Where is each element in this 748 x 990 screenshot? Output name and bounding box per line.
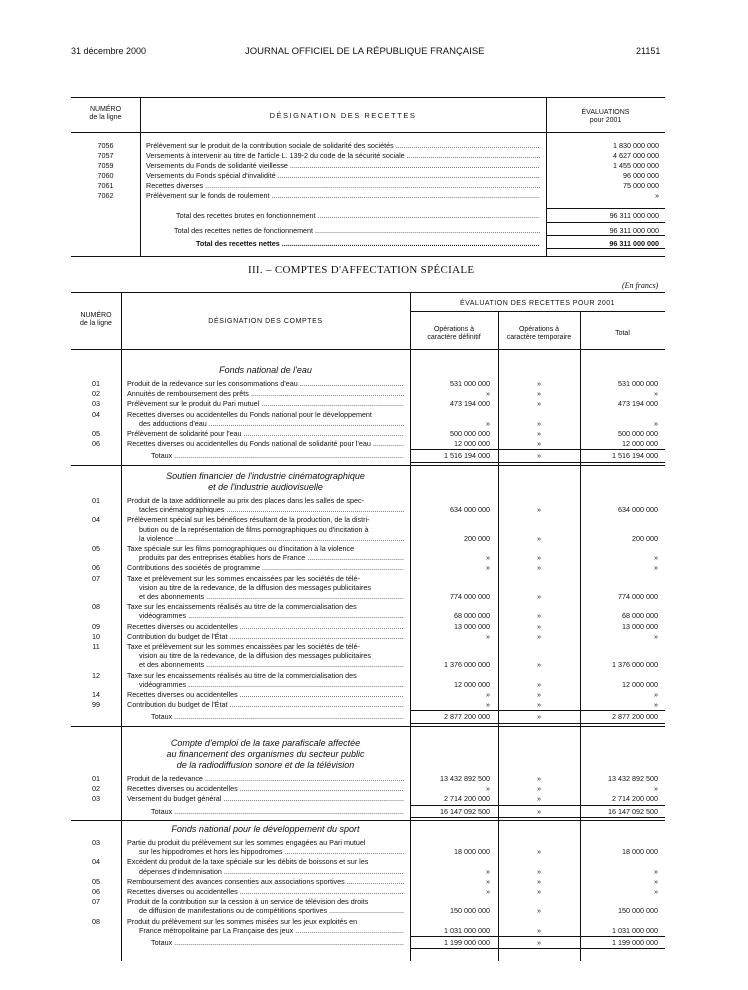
- row-label: [139, 847, 404, 856]
- value-temporaire: »: [537, 439, 541, 449]
- row-value: 75 000 000: [623, 181, 659, 190]
- row-label-text: la violence .....: [139, 534, 404, 543]
- row-label-text: Recettes diverses ou accidentelles du Fonds national pour le développement: [127, 409, 372, 419]
- totals-total: 1 516 194 000: [612, 451, 658, 461]
- row-label: [127, 887, 404, 896]
- row-number: 14: [92, 690, 100, 699]
- row-label-text: Contributions des sociétés de programme .....: [127, 563, 404, 572]
- col-total-header: Total: [615, 330, 630, 337]
- row-label: [127, 632, 404, 641]
- row-label-text: Contribution du budget de l'État .....: [127, 700, 404, 709]
- value-total: »: [654, 700, 658, 710]
- row-label: [127, 496, 404, 505]
- row-number: 10: [92, 631, 100, 641]
- row-label: [146, 161, 540, 171]
- row-number: 99: [92, 700, 100, 710]
- row-label: [139, 611, 404, 620]
- row-number: 07: [92, 573, 100, 583]
- row-label-text: Prélèvement spécial sur les bénéfices résultant de la production, de la distri-: [127, 515, 370, 525]
- row-number: 7059: [97, 161, 114, 170]
- value-total: »: [654, 887, 658, 896]
- row-number: 11: [92, 642, 100, 651]
- value-temporaire: »: [537, 784, 541, 794]
- totals-total: 2 877 200 000: [612, 712, 658, 722]
- row-label: [139, 906, 404, 915]
- row-label-text: Versement du budget général .....: [127, 794, 404, 803]
- row-label: [127, 439, 404, 448]
- total-label: [174, 226, 540, 236]
- value-definitif: 2 714 200 000: [444, 794, 490, 804]
- row-label-text: Prélèvement sur le produit du Pari mutuel .....: [127, 399, 404, 408]
- row-label-text: et des abonnements .....: [139, 660, 404, 669]
- row-number: 09: [92, 621, 100, 631]
- row-number: 7056: [97, 141, 114, 150]
- value-definitif: 13 000 000: [454, 621, 490, 631]
- row-number: 7057: [97, 151, 114, 160]
- row-label-text: vidéogrammes .....: [139, 680, 404, 689]
- section-heading: Fonds national pour le développement du sport: [171, 824, 360, 834]
- totals-definitif: 1 199 000 000: [444, 938, 490, 947]
- total-label: [176, 211, 540, 221]
- value-temporaire: »: [537, 563, 541, 573]
- value-definitif: 68 000 000: [454, 611, 490, 621]
- value-total: 1 031 000 000: [612, 925, 658, 935]
- value-definitif: »: [486, 876, 490, 886]
- total-rule: [546, 222, 665, 223]
- section-heading: Compte d'emploi de la taxe parafiscale affectée au financement des organismes du secteur public de la radiodiffusion sonore et de la télévision: [166, 738, 365, 770]
- row-label: [146, 181, 540, 191]
- totals-label: [151, 807, 404, 816]
- row-label: [139, 583, 404, 592]
- section-divider: [71, 820, 665, 821]
- value-total: 68 000 000: [622, 611, 658, 621]
- total-value: 96 311 000 000: [609, 211, 659, 220]
- row-label: [127, 622, 404, 631]
- row-number: 04: [92, 857, 100, 867]
- row-label: [127, 857, 404, 866]
- value-total: 200 000: [632, 533, 658, 543]
- row-label: [127, 897, 404, 906]
- row-label-text: Recettes diverses ou accidentelles .....: [127, 887, 404, 896]
- value-definitif: 150 000 000: [450, 906, 490, 916]
- value-definitif: 634 000 000: [450, 505, 490, 515]
- totals-definitif: 1 516 194 000: [444, 451, 490, 461]
- value-total: 473 194 000: [618, 399, 658, 409]
- value-temporaire: »: [537, 679, 541, 689]
- row-label: [127, 671, 404, 680]
- row-label-text: Taxe et prélèvement sur les sommes encaissées par les sociétés de télé-: [127, 573, 360, 583]
- value-temporaire: »: [537, 925, 541, 935]
- totals-rule: [410, 948, 665, 949]
- total-rule: [546, 235, 665, 236]
- row-label: [139, 651, 404, 660]
- value-definitif: »: [486, 690, 490, 699]
- total-label-text: Total des recettes brutes en fonctionnement .....: [176, 211, 540, 220]
- totals-temporaire: »: [537, 938, 541, 947]
- row-label-text: Produit de la redevance .....: [127, 774, 404, 783]
- row-label: [127, 389, 404, 398]
- total-rule: [546, 208, 665, 209]
- totals-label: [151, 451, 404, 460]
- value-total: »: [654, 553, 658, 563]
- row-label-text: tacles cinématographiques .....: [139, 505, 404, 514]
- row-number: 07: [92, 897, 100, 907]
- row-label-text: Produit de la contribution sur la cession à un service de télévision des droits: [127, 897, 369, 907]
- total-label-text: Total des recettes nettes de fonctionnement .....: [174, 226, 540, 235]
- row-label-text: dépenses d'indemnisation .....: [139, 867, 404, 876]
- totals-rule: [410, 805, 665, 806]
- row-label: [139, 926, 404, 935]
- value-total: 1 376 000 000: [612, 660, 658, 670]
- row-number: 03: [92, 399, 100, 409]
- value-total: »: [654, 418, 658, 428]
- row-label: [127, 399, 404, 408]
- row-label: [139, 867, 404, 876]
- value-temporaire: »: [537, 592, 541, 601]
- row-number: 01: [92, 496, 100, 505]
- row-label-text: Recettes diverses ou accidentelles .....: [127, 690, 404, 699]
- row-label: [127, 877, 404, 886]
- value-definitif: 1 031 000 000: [444, 925, 490, 935]
- row-label: [146, 151, 540, 161]
- header-date: 31 décembre 2000: [71, 46, 147, 56]
- value-temporaire: »: [537, 660, 541, 670]
- value-definitif: 12 000 000: [454, 679, 490, 689]
- row-label-text: des adductions d'eau .....: [139, 419, 404, 428]
- row-label: [127, 917, 404, 926]
- value-total: »: [654, 389, 658, 399]
- value-temporaire: »: [537, 418, 541, 428]
- section-heading: Soutien financier de l'industrie cinématographique et de l'industrie audiovisuelle: [166, 471, 365, 492]
- row-label-text: Recettes diverses ou accidentelles du Fonds national de solidarité pour l'eau .....: [127, 439, 404, 448]
- row-label-text: Prélèvement sur le fonds de roulement .....: [146, 191, 540, 200]
- value-definitif: 473 194 000: [450, 399, 490, 409]
- row-label-text: de diffusion de manifestations ou de compétitions sportives .....: [139, 906, 404, 915]
- row-label-text: Contribution du budget de l'État .....: [127, 632, 404, 641]
- value-total: 12 000 000: [622, 439, 658, 449]
- section-divider: [71, 726, 665, 727]
- value-total: 150 000 000: [618, 906, 658, 916]
- row-number: 06: [92, 887, 100, 896]
- row-label-text: Prélèvement sur le produit de la contribution sociale de solidarité des sociétés .....: [146, 141, 540, 150]
- total-label-text: Total des recettes nettes .....: [196, 239, 540, 248]
- row-label: [139, 419, 404, 428]
- value-total: 18 000 000: [622, 847, 658, 857]
- row-label-text: Recettes diverses .....: [146, 181, 540, 190]
- row-label-text: Versements du Fonds de solidarité vieillesse .....: [146, 161, 540, 170]
- totals-label-text: Totaux .....: [151, 712, 404, 721]
- value-total: »: [654, 876, 658, 886]
- value-total: 2 714 200 000: [612, 794, 658, 804]
- value-total: 531 000 000: [618, 379, 658, 388]
- totals-definitif: 16 147 092 500: [440, 806, 490, 816]
- value-total: »: [654, 866, 658, 876]
- row-label-text: vidéogrammes .....: [139, 611, 404, 620]
- value-temporaire: »: [537, 631, 541, 641]
- row-label-text: Taxe sur les encaissements réalisés au titre de la commercialisation des: [127, 602, 357, 612]
- row-number: 08: [92, 916, 100, 926]
- row-label-text: France métropolitaine par La Française des jeux .....: [139, 926, 404, 935]
- row-label: [127, 838, 404, 847]
- value-definitif: 774 000 000: [450, 592, 490, 601]
- row-label: [127, 700, 404, 709]
- row-number: 02: [92, 389, 100, 399]
- row-number: 12: [92, 670, 100, 680]
- value-temporaire: »: [537, 621, 541, 631]
- row-label: [139, 592, 404, 601]
- col-numero-header-2: NUMÉRO de la ligne: [80, 312, 112, 327]
- value-definitif: 12 000 000: [454, 439, 490, 449]
- row-label: [139, 534, 404, 543]
- row-label-text: Taxe et prélèvement sur les sommes encaissées par les sociétés de télé-: [127, 642, 360, 651]
- row-label: [127, 410, 404, 419]
- row-number: 7062: [97, 191, 114, 200]
- row-label-text: Recettes diverses ou accidentelles .....: [127, 784, 404, 793]
- row-number: 03: [92, 794, 100, 804]
- row-label-text: Partie du produit du prélèvement sur les sommes engagées au Pari mutuel: [127, 838, 366, 847]
- totals-rule: [410, 710, 665, 711]
- totals-definitif: 2 877 200 000: [444, 712, 490, 722]
- total-value: 96 311 000 000: [609, 226, 659, 235]
- row-label: [139, 680, 404, 689]
- col-evaluations-header: ÉVALUATIONS pour 2001: [581, 109, 630, 124]
- totals-label: [151, 712, 404, 721]
- row-label-text: Taxe spéciale sur les films pornographiques ou d'incitation à la violence: [127, 544, 355, 553]
- totals-total: 1 199 000 000: [612, 938, 658, 947]
- col-temporaire-header: Opérations à caractère temporaire: [506, 326, 572, 341]
- totals-temporaire: »: [537, 806, 541, 816]
- row-label: [146, 141, 540, 151]
- row-number: 05: [92, 429, 100, 438]
- totals-rule: [410, 723, 665, 724]
- row-value: 4 627 000 000: [613, 151, 659, 160]
- row-label-text: et des abonnements .....: [139, 592, 404, 601]
- totals-label-text: Totaux .....: [151, 451, 404, 460]
- section-title: III. – COMPTES D'AFFECTATION SPÉCIALE: [248, 264, 475, 276]
- value-temporaire: »: [537, 505, 541, 515]
- row-number: 06: [92, 439, 100, 449]
- value-definitif: 500 000 000: [450, 429, 490, 438]
- value-definitif: »: [486, 563, 490, 573]
- value-temporaire: »: [537, 774, 541, 783]
- totals-label-text: Totaux .....: [151, 807, 404, 816]
- row-number: 01: [92, 774, 100, 783]
- value-definitif: »: [486, 631, 490, 641]
- value-definitif: »: [486, 389, 490, 399]
- value-total: »: [654, 784, 658, 794]
- value-definitif: 18 000 000: [454, 847, 490, 857]
- row-label-text: Excédent du produit de la taxe spéciale sur les débits de boissons et sur les: [127, 857, 369, 867]
- totals-total: 16 147 092 500: [608, 806, 658, 816]
- totals-label: [151, 938, 404, 947]
- row-number: 7060: [97, 171, 114, 180]
- header-title: JOURNAL OFFICIEL DE LA RÉPUBLIQUE FRANÇAISE: [245, 46, 485, 57]
- unit-label: (En francs): [622, 281, 659, 290]
- row-label-text: Versements à intervenir au titre de l'article L. 139-2 du code de la sécurité sociale .....: [146, 151, 540, 160]
- row-number: 03: [92, 838, 100, 847]
- value-temporaire: »: [537, 690, 541, 699]
- row-number: 7061: [97, 181, 114, 190]
- row-label: [127, 774, 404, 783]
- row-label-text: sur les hippodromes et hors les hippodromes .....: [139, 847, 404, 856]
- row-label: [127, 574, 404, 583]
- row-label: [139, 505, 404, 514]
- row-value: 1 455 000 000: [613, 161, 659, 170]
- value-total: 774 000 000: [618, 592, 658, 601]
- value-total: 500 000 000: [618, 429, 658, 438]
- value-temporaire: »: [537, 399, 541, 409]
- row-label-text: vision au titre de la redevance, de la diffusion des messages publicitaires: [139, 651, 371, 661]
- row-number: 02: [92, 784, 100, 794]
- row-value: 1 830 000 000: [613, 141, 659, 150]
- row-label-text: Recettes diverses ou accidentelles .....: [127, 622, 404, 631]
- value-temporaire: »: [537, 847, 541, 857]
- value-total: »: [654, 631, 658, 641]
- value-definitif: »: [486, 784, 490, 794]
- total-value: 96 311 000 000: [609, 239, 659, 248]
- totals-temporaire: »: [537, 712, 541, 722]
- value-total: »: [654, 563, 658, 573]
- row-number: 05: [92, 544, 100, 553]
- col-definitif-header: Opérations à caractère définitif: [427, 326, 481, 341]
- totals-rule: [410, 462, 665, 463]
- value-temporaire: »: [537, 794, 541, 804]
- row-number: 06: [92, 563, 100, 573]
- value-definitif: 13 432 892 500: [440, 774, 490, 783]
- value-temporaire: »: [537, 533, 541, 543]
- value-total: 12 000 000: [622, 679, 658, 689]
- totals-rule: [410, 449, 665, 450]
- row-label: [127, 379, 404, 388]
- row-label: [139, 553, 404, 562]
- value-total: 13 000 000: [622, 621, 658, 631]
- value-definitif: 531 000 000: [450, 379, 490, 388]
- value-temporaire: »: [537, 887, 541, 896]
- row-label: [146, 171, 540, 181]
- row-label: [127, 794, 404, 803]
- value-temporaire: »: [537, 611, 541, 621]
- row-label: [139, 660, 404, 669]
- row-label: [139, 525, 404, 534]
- value-temporaire: »: [537, 553, 541, 563]
- row-number: 04: [92, 515, 100, 525]
- row-label: [146, 191, 540, 201]
- col-evaluation-header: ÉVALUATION DES RECETTES POUR 2001: [459, 300, 616, 307]
- row-label: [127, 784, 404, 793]
- col-designation-header: DÉSIGNATION DES RECETTES: [269, 111, 417, 120]
- totals-rule: [410, 817, 665, 818]
- row-number: 01: [92, 379, 100, 388]
- value-temporaire: »: [537, 906, 541, 916]
- row-number: 05: [92, 876, 100, 886]
- row-label-text: Taxe sur les encaissements réalisés au titre de la commercialisation des: [127, 670, 357, 680]
- row-label-text: Produit de la redevance sur les consommations d'eau .....: [127, 379, 404, 388]
- totals-rule: [410, 936, 665, 937]
- row-number: 04: [92, 409, 100, 419]
- value-temporaire: »: [537, 389, 541, 399]
- value-temporaire: »: [537, 876, 541, 886]
- section-heading: Fonds national de l'eau: [219, 365, 312, 375]
- value-temporaire: »: [537, 429, 541, 438]
- value-total: 13 432 892 500: [608, 774, 658, 783]
- value-temporaire: »: [537, 866, 541, 876]
- total-rule: [546, 248, 665, 249]
- row-label-text: produits par des entreprises établies hors de France .....: [139, 553, 404, 562]
- value-total: 634 000 000: [618, 505, 658, 515]
- value-definitif: 1 376 000 000: [444, 660, 490, 670]
- value-definitif: »: [486, 553, 490, 563]
- row-value: »: [655, 191, 659, 200]
- totals-label-text: Totaux .....: [151, 938, 404, 947]
- row-label-text: Produit du prélèvement sur les sommes misées sur les jeux exploités en: [127, 916, 358, 926]
- row-number: 08: [92, 602, 100, 612]
- row-label: [127, 563, 404, 572]
- row-label-text: vision au titre de la redevance, de la diffusion des messages publicitaires: [139, 582, 371, 592]
- value-total: »: [654, 690, 658, 699]
- value-temporaire: »: [537, 700, 541, 710]
- page-number: 21151: [636, 46, 661, 56]
- row-label: [127, 515, 404, 524]
- row-label: [127, 642, 404, 651]
- value-definitif: 200 000: [464, 533, 490, 543]
- row-label-text: Versements du Fonds spécial d'invalidité .....: [146, 171, 540, 180]
- row-label: [127, 429, 404, 438]
- value-definitif: »: [486, 866, 490, 876]
- value-definitif: »: [486, 418, 490, 428]
- row-label: [127, 544, 404, 553]
- col-numero-header: NUMÉRO de la ligne: [89, 106, 122, 121]
- totals-temporaire: »: [537, 451, 541, 461]
- row-label-text: Prélèvement de solidarité pour l'eau .....: [127, 429, 404, 438]
- row-label-text: Annuités de remboursement des prêts .....: [127, 389, 404, 398]
- value-definitif: »: [486, 700, 490, 710]
- row-label-text: bution ou de la représentation de films pornographiques ou d'incitation à: [139, 524, 369, 534]
- total-label: [196, 239, 540, 249]
- value-temporaire: »: [537, 379, 541, 388]
- row-label-text: Produit de la taxe additionnelle au prix des places dans les salles de spec-: [127, 496, 364, 505]
- recettes-table: [71, 97, 665, 257]
- row-label: [127, 690, 404, 699]
- row-label: [127, 602, 404, 611]
- col-designation-comptes-header: DÉSIGNATION DES COMPTES: [208, 318, 323, 325]
- row-value: 96 000 000: [623, 171, 659, 180]
- value-definitif: »: [486, 887, 490, 896]
- row-label-text: Remboursement des avances consenties aux associations sportives .....: [127, 877, 404, 886]
- section-divider: [71, 465, 665, 466]
- comptes-table: [71, 292, 665, 961]
